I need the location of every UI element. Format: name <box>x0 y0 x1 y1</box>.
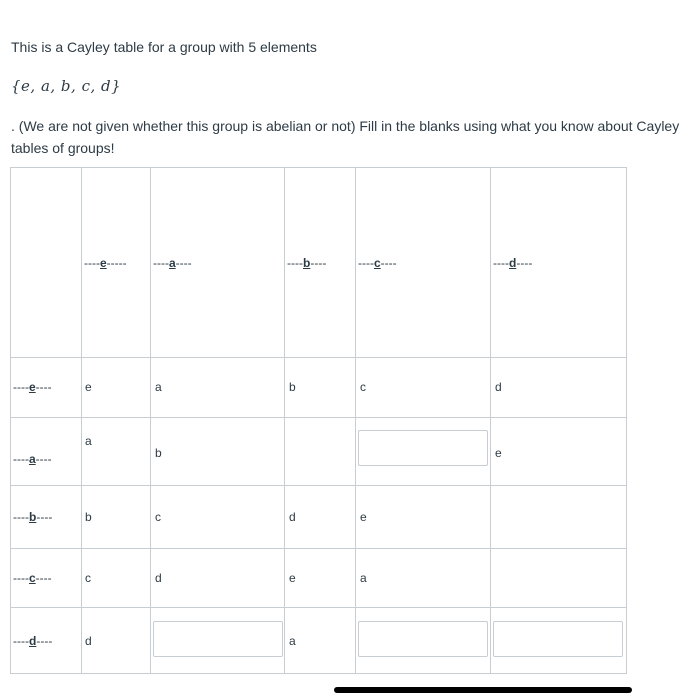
answer-input-d-a[interactable] <box>153 621 283 657</box>
table-row <box>11 608 627 674</box>
answer-input-d-d[interactable] <box>493 621 623 657</box>
table-row <box>11 549 627 608</box>
cell-d-a <box>151 608 285 674</box>
cell-c-b: e <box>285 549 356 608</box>
col-header-b: ----b---- <box>285 168 356 358</box>
answer-input-d-c[interactable] <box>358 621 488 657</box>
col-header-a: ----a---- <box>151 168 285 358</box>
cell-e-b: b <box>285 358 356 418</box>
answer-input-a-c[interactable] <box>358 430 488 466</box>
cell-b-b: d <box>285 486 356 549</box>
cell-a-a: b <box>151 418 285 486</box>
cell-a-c <box>356 418 491 486</box>
row-header-c: ----c---- <box>11 549 82 608</box>
intro-text: This is a Cayley table for a group with 5 elements <box>11 39 317 55</box>
cell-c-a: d <box>151 549 285 608</box>
cell-c-e: c <box>82 549 151 608</box>
cell-e-d: d <box>491 358 627 418</box>
cell-a-e: a <box>82 418 151 486</box>
set-expression: {e, a, b, c, d} <box>11 77 122 95</box>
cell-e-a: a <box>151 358 285 418</box>
row-header-a: ----a---- <box>11 418 82 486</box>
cell-b-d <box>491 486 627 549</box>
col-header-e: ----e----- <box>82 168 151 358</box>
cell-e-c: c <box>356 358 491 418</box>
table-row <box>11 486 627 549</box>
table-header-row <box>11 168 627 358</box>
cell-d-d <box>491 608 627 674</box>
row-header-b: ----b---- <box>11 486 82 549</box>
table-row <box>11 358 627 418</box>
table-row <box>11 418 627 486</box>
cayley-table <box>10 167 627 674</box>
home-indicator <box>334 687 632 693</box>
col-header-d: ----d---- <box>491 168 627 358</box>
cell-a-d: e <box>491 418 627 486</box>
cell-c-d <box>491 549 627 608</box>
row-header-d: ----d---- <box>11 608 82 674</box>
col-header-c: ----c---- <box>356 168 491 358</box>
cell-b-c: e <box>356 486 491 549</box>
cell-b-a: c <box>151 486 285 549</box>
cell-e-e: e <box>82 358 151 418</box>
cell-d-c <box>356 608 491 674</box>
row-header-e: ----e---- <box>11 358 82 418</box>
instructions-text: . (We are not given whether this group is abelian or not) Fill in the blanks using what you know about Cayley tables of groups! <box>11 118 680 156</box>
cell-d-b: a <box>285 608 356 674</box>
cell-b-e: b <box>82 486 151 549</box>
corner-cell <box>11 168 82 358</box>
cell-c-c: a <box>356 549 491 608</box>
cell-d-e: d <box>82 608 151 674</box>
cell-a-b <box>285 418 356 486</box>
